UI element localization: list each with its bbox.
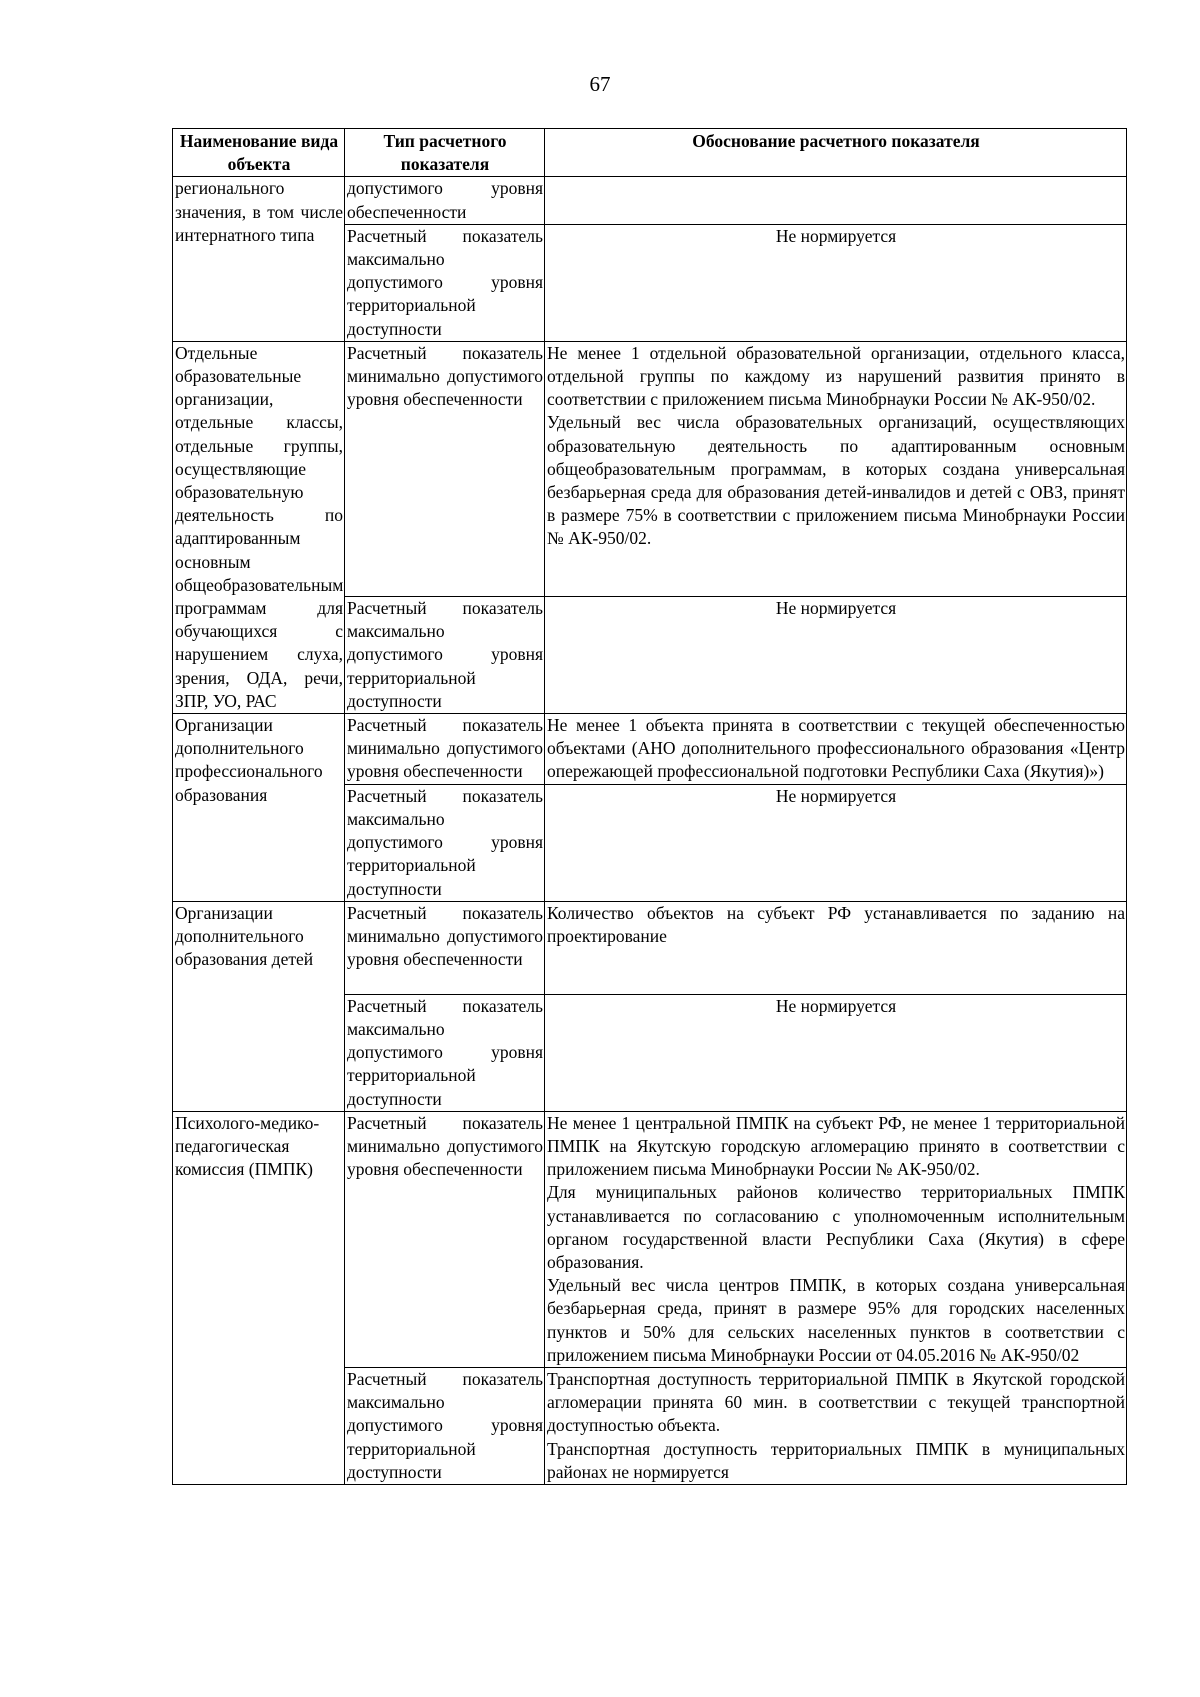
- object-name-cell: Психолого-медико-педагогическая комиссия (ПМПК): [173, 1111, 345, 1484]
- table-row: [173, 341, 1127, 596]
- indicator-type-cell: Расчетный показатель максимально допустимого уровня территориальной доступности: [345, 224, 545, 341]
- table-header-row: [173, 129, 1127, 177]
- table-row: [173, 177, 1127, 224]
- basis-paragraph: Не менее 1 центральной ПМПК на субъект РФ, не менее 1 территориальной ПМПК на Якутскую городскую агломерацию принято в соответствии с приложением письма Минобрнауки России № АК-950/02.: [547, 1112, 1125, 1180]
- header-indicator-basis: Обоснование расчетного показателя: [545, 129, 1127, 177]
- indicator-basis-cell: [545, 341, 1127, 596]
- indicator-basis-cell: Не нормируется: [545, 994, 1127, 1111]
- object-name-cell: Организации дополнительного образования детей: [173, 901, 345, 1111]
- indicator-type-cell: Расчетный показатель минимально допустимого уровня обеспеченности: [345, 1111, 545, 1367]
- indicator-type-cell: Расчетный показатель минимально допустимого уровня обеспеченности: [345, 901, 545, 994]
- page-number: 67: [589, 72, 611, 96]
- basis-paragraph: Для муниципальных районов количество территориальных ПМПК устанавливается по согласованию с уполномоченным исполнительным органом государственной власти Республики Саха (Якутия) в сфере образования.: [547, 1182, 1125, 1272]
- table-row: [173, 1111, 1127, 1367]
- indicator-basis-cell: Количество объектов на субъект РФ устанавливается по заданию на проектирование: [545, 901, 1127, 994]
- indicator-type-cell: Расчетный показатель максимально допустимого уровня территориальной доступности: [345, 1367, 545, 1484]
- table-row: [173, 714, 1127, 785]
- indicator-basis-cell: [545, 177, 1127, 224]
- indicators-table: [172, 128, 1127, 1485]
- object-name-cell: регионального значения, в том числе интернатного типа: [173, 177, 345, 341]
- indicator-basis-cell: Не менее 1 объекта принята в соответствии с текущей обеспеченностью объектами (АНО дополнительного профессионального образования «Центр опережающей профессиональной подготовки Республики Саха (Якутия)»): [545, 714, 1127, 785]
- indicator-basis-cell: Не нормируется: [545, 224, 1127, 341]
- object-name-cell: Организации дополнительного профессионального образования: [173, 714, 345, 902]
- indicator-type-cell: Расчетный показатель максимально допустимого уровня территориальной доступности: [345, 597, 545, 714]
- indicator-basis-cell: [545, 1367, 1127, 1484]
- basis-paragraph: Транспортная доступность территориальных ПМПК в муниципальных районах не нормируется: [547, 1438, 1125, 1482]
- indicator-basis-cell: Не нормируется: [545, 597, 1127, 714]
- basis-paragraph: Удельный вес числа образовательных организаций, осуществляющих образовательную деятельность по адаптированным основным общеобразовательным программам, в которых создана универсальная безбарьерная среда для образования детей-инвалидов и детей с ОВЗ, принят в размере 75% в соответствии с приложением письма Минобрнауки России № АК-950/02.: [547, 412, 1125, 549]
- basis-paragraph: Удельный вес числа центров ПМПК, в которых создана универсальная безбарьерная среда, принят в размере 95% для городских населенных пунктов и 50% для сельских населенных пунктов в соответствии с приложением письма Минобрнауки России от 04.05.2016 № АК-950/02: [547, 1275, 1125, 1365]
- table-row: [173, 901, 1127, 994]
- indicator-type-cell: Расчетный показатель максимально допустимого уровня территориальной доступности: [345, 994, 545, 1111]
- indicator-type-cell: Расчетный показатель минимально допустимого уровня обеспеченности: [345, 714, 545, 785]
- basis-paragraph: Не менее 1 отдельной образовательной организации, отдельного класса, отдельной группы по каждому из нарушений развития принято в соответствии с приложением письма Минобрнауки России № АК-950/02.: [547, 342, 1125, 410]
- basis-paragraph: Транспортная доступность территориальной ПМПК в Якутской городской агломерации принята 60 мин. в соответствии с текущей транспортной доступностью объекта.: [547, 1368, 1125, 1436]
- indicator-basis-cell: [545, 1111, 1127, 1367]
- indicator-type-cell: Расчетный показатель минимально допустимого уровня обеспеченности: [345, 341, 545, 596]
- header-object-name: Наименование вида объекта: [173, 129, 345, 177]
- indicator-type-cell: допустимого уровня обеспеченности: [345, 177, 545, 224]
- indicator-type-cell: Расчетный показатель максимально допустимого уровня территориальной доступности: [345, 784, 545, 901]
- header-indicator-type: Тип расчетного показателя: [345, 129, 545, 177]
- indicator-basis-cell: Не нормируется: [545, 784, 1127, 901]
- object-name-cell: Отдельные образовательные организации, отдельные классы, отдельные группы, осуществляющие образовательную деятельность по адаптированным основным общеобразовательным программам для обучающихся с нарушением слуха, зрения, ОДА, речи, ЗПР, УО, РАС: [173, 341, 345, 713]
